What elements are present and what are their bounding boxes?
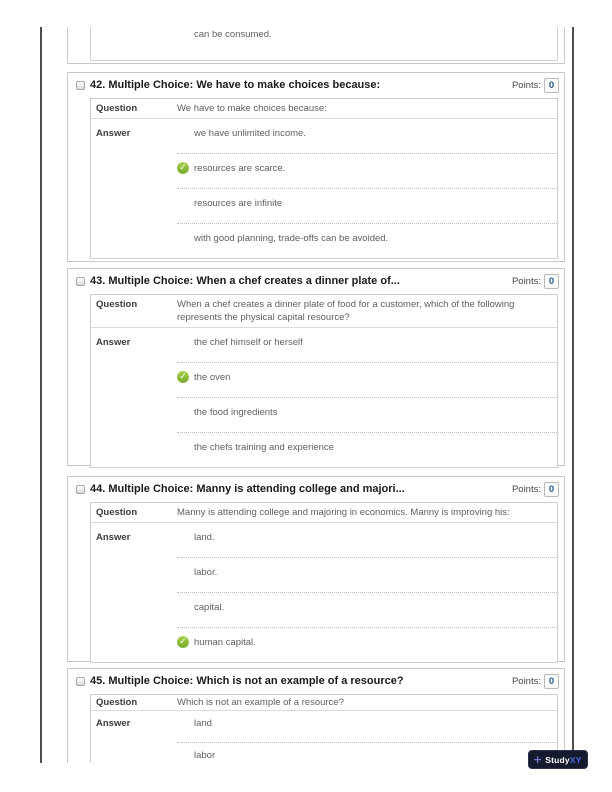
answer-option-text: resources are scarce. [194,163,286,174]
answer-option-text: with good planning, trade-offs can be avoided. [194,233,389,244]
answer-option-text: the food ingredients [194,407,278,418]
answer-option-text: the chefs training and experience [194,442,334,453]
question-row [91,99,557,119]
studyxy-brand-label [545,755,581,765]
question-label: Question [96,697,138,708]
points-label: Points: [511,79,541,91]
question-text: Which is not an example of a resource? [177,697,344,708]
answer-row [91,119,557,258]
points-group [512,674,559,689]
answer-option-text: we have unlimited income. [194,128,306,139]
answer-option-text: land. [194,532,215,543]
correct-answer-check-icon: ✓ [177,636,189,648]
options-list [177,711,557,766]
options-list [177,119,557,258]
question-43-header [68,269,564,293]
points-label: Points: [511,483,541,495]
answer-option-text: capital. [194,602,225,613]
points-group [512,78,559,93]
points-group [512,482,559,497]
answer-label: Answer [96,532,131,543]
question-label: Question [96,299,138,310]
answer-label: Answer [96,718,131,729]
question-title: 42. Multiple Choice: We have to make choices because: [90,78,381,91]
answer-option-text: resources are infinite [194,198,283,209]
answer-label: Answer [96,337,131,348]
question-42-header [68,73,564,97]
answer-option-text: labor. [194,567,218,578]
question-41-answer-table-partial [90,27,558,61]
question-45-header [68,669,564,693]
question-44-card [67,476,565,662]
question-45-card [67,668,565,766]
points-value[interactable]: 0 [544,78,559,93]
points-group [512,274,559,289]
page-edge-line-right [572,27,574,763]
answer-option [177,328,557,362]
question-answer-table [90,502,558,663]
answer-option-text: human capital. [194,637,256,648]
question-text: When a chef creates a dinner plate of food for a customer, which of the following represents the physical capital resource? [177,299,515,323]
answer-option-text: labor [194,750,216,761]
answer-option-correct [177,627,557,662]
answer-option [177,742,557,766]
answer-option-text: land [194,718,212,729]
question-41-card-partial [67,27,565,64]
test-questions-list [67,27,565,766]
answer-row [91,523,557,662]
plus-icon: + [533,753,543,766]
question-answer-table [90,98,558,259]
question-title: 44. Multiple Choice: Manny is attending college and majori... [90,482,405,495]
question-label: Question [96,103,138,114]
page-edge-line-left [40,27,42,763]
answer-option-text: can be consumed. [194,29,272,40]
question-row [91,503,557,523]
points-value[interactable]: 0 [544,482,559,497]
brand-text: Study [545,754,570,765]
question-row [91,295,557,328]
studyxy-badge-button[interactable] [528,750,588,769]
answer-option [177,432,557,467]
question-43-card [67,268,565,466]
answer-option [177,711,557,742]
question-select-checkbox[interactable] [76,81,85,90]
question-title: 45. Multiple Choice: Which is not an example of a resource? [90,674,404,687]
correct-answer-check-icon: ✓ [177,371,189,383]
question-title: 43. Multiple Choice: When a chef creates a dinner plate of... [90,274,400,287]
options-list [177,523,557,662]
answer-option-text: the chef himself or herself [194,337,303,348]
brand-accent-text: XY [569,754,582,765]
points-label: Points: [511,275,541,287]
answer-option [177,557,557,592]
question-text: We have to make choices because: [177,103,327,114]
question-42-card [67,72,565,262]
answer-row [91,711,557,766]
question-44-header [68,477,564,501]
options-list [177,328,557,467]
answer-option [177,119,557,153]
correct-answer-check-icon: ✓ [177,162,189,174]
question-select-checkbox[interactable] [76,677,85,686]
answer-option [177,523,557,557]
answer-label: Answer [96,128,131,139]
points-label: Points: [511,675,541,687]
question-row [91,695,557,711]
points-value[interactable]: 0 [544,274,559,289]
question-text: Manny is attending college and majoring in economics. Manny is improving his: [177,507,510,518]
answer-option [177,188,557,223]
answer-row [91,328,557,467]
question-answer-table [90,294,558,468]
answer-option [177,592,557,627]
answer-option-correct [177,153,557,188]
answer-option [177,223,557,258]
answer-option [177,397,557,432]
answer-option-text: the oven [194,372,231,383]
question-label: Question [96,507,138,518]
question-select-checkbox[interactable] [76,277,85,286]
question-select-checkbox[interactable] [76,485,85,494]
answer-option-correct [177,362,557,397]
points-value[interactable]: 0 [544,674,559,689]
